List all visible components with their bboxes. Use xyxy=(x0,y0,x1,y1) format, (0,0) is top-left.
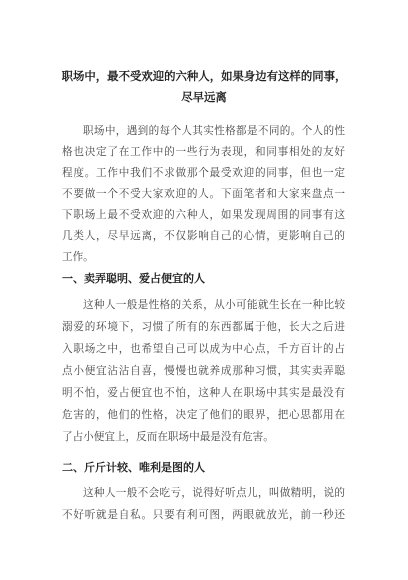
intro-line: 工作。 xyxy=(62,251,94,263)
intro-line: 不要做一个不受大家欢迎的人。下面笔者和大家来盘点一 xyxy=(62,188,345,200)
intro-line: 下职场上最不受欢迎的六种人，如果发现周围的同事有这 xyxy=(62,209,345,221)
section-2-line: 这种人一般不会吃亏，说得好听点儿，叫做精明，说的 xyxy=(83,487,345,499)
section-1-line: 入职场之中，也希望自己可以成为中心点，千方百计的占 xyxy=(62,343,345,355)
intro-line: 程度。工作中我们不求做那个最受欢迎的同事，但也一定 xyxy=(62,167,345,179)
document-title-line-1: 职场中，最不受欢迎的六种人，如果身边有这样的同事， xyxy=(61,69,347,83)
section-1-heading: 一、卖弄聪明、爱占便宜的人 xyxy=(62,272,205,285)
section-1-line: 危害的，他们的性格，决定了他们的眼界，把心思都用在 xyxy=(62,409,345,421)
section-2-heading: 二、斤斤计较、唯利是图的人 xyxy=(62,461,205,474)
intro-line: 几类人，尽早远离，不仅影响自己的心情，更影响自己的 xyxy=(62,230,345,242)
section-1-line: 了占小便宜上，反而在职场中最是没有危害。 xyxy=(62,431,274,443)
section-1-line: 明不怕，爱占便宜也不怕，这种人在职场中其实是最没有 xyxy=(62,387,345,399)
section-1-line: 这种人一般是性格的关系，从小可能就生长在一种比较 xyxy=(83,299,345,311)
section-1-line: 溺爱的环境下，习惯了所有的东西都属于他，长大之后进 xyxy=(62,321,345,333)
section-2-line: 不好听就是自私。只要有利可图，两眼就放光，前一秒还 xyxy=(62,509,345,521)
intro-line: 职场中，遇到的每个人其实性格都是不同的。个人的性 xyxy=(83,125,345,137)
document-title-line-2: 尽早远离 xyxy=(181,90,227,104)
section-1-line: 点小便宜沾沾自喜，慢慢也就养成那种习惯，其实卖弄聪 xyxy=(62,365,345,377)
intro-line: 格也决定了在工作中的一些行为表现，和同事相处的友好 xyxy=(62,146,345,158)
